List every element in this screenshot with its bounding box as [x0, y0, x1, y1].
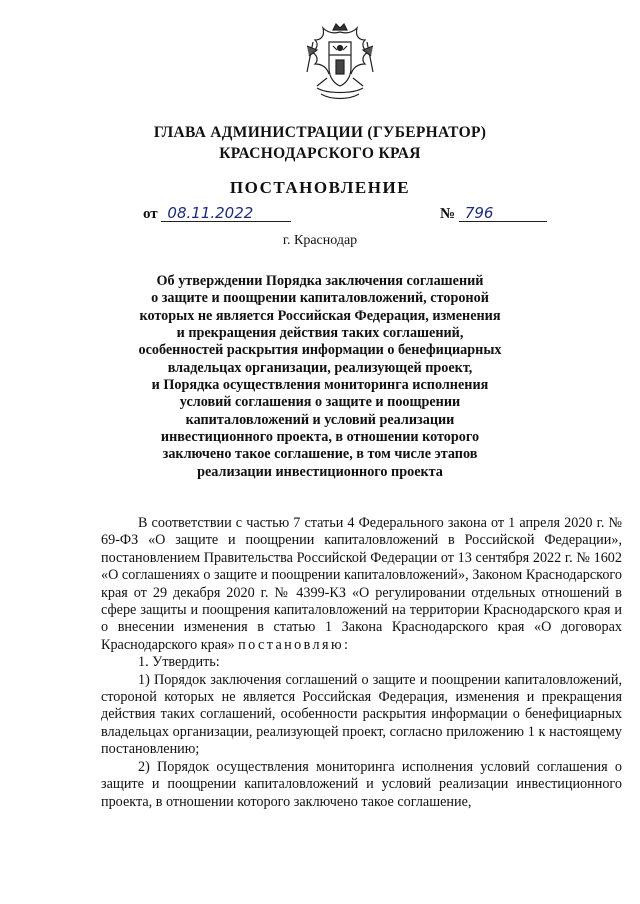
number-field: [440, 206, 547, 223]
title-line: о защите и поощрении капиталовложений, стороной: [151, 290, 489, 307]
authority-title: ГЛАВА АДМИНИСТРАЦИИ (ГУБЕРНАТОР): [153, 124, 487, 141]
city: г. Краснодар: [282, 233, 358, 248]
date-field: [143, 206, 291, 223]
date-value: 08.11.2022: [161, 206, 291, 222]
number-prefix: №: [440, 206, 456, 222]
title-line: заключено такое соглашение, в том числе этапов: [162, 446, 478, 463]
title-line: капиталовложений и условий реализации: [185, 411, 455, 428]
title-line: реализации инвестиционного проекта: [197, 463, 443, 480]
document-body: [101, 515, 622, 811]
title-line: и прекращения действия таких соглашений,: [176, 325, 464, 342]
preamble-text: В соответствии с частью 7 статьи 4 Федерального закона от 1 апреля 2020 г. № 69-ФЗ «О защите и поощрении капиталовложений в Российской Федерации», постановлением Правительства Российской Федерации от 13 сентября 2022 г. № 1602 «О соглашениях о защите и поощрении капиталовложений», Законом Краснодарского края от 29 декабря 2020 г. № 4399-КЗ «О регулировании отдельных отношений в сфере защиты и поощрения капиталовложений на территории Краснодарского края и о внесении изменения в статью 1 Закона Краснодарского края «О договорах Краснодарского края»: [101, 515, 622, 653]
title-line: которых не является Российская Федерация, изменения: [139, 307, 501, 324]
title-line: и Порядка осуществления мониторинга исполнения: [151, 377, 489, 394]
item-1-1: 1) Порядок заключения соглашений о защите и поощрении капиталовложений, стороной которых не является Российская Федерация, изменения и прекращения действия таких соглашений, особенности раскрытия информации о бенефициарных владельцах организации, реализующей проект, согласно приложению 1 к настоящему постановлению;: [101, 671, 622, 758]
document-type: ПОСТАНОВЛЕНИЕ: [229, 178, 411, 197]
title-line: Об утверждении Порядка заключения соглашений: [156, 273, 484, 289]
item-1-2: 2) Порядок осуществления мониторинга исполнения условий соглашения о защите и поощрении капиталовложений и условий реализации инвестиционного проекта, в отношении которого заключено такое соглашение,: [101, 758, 622, 810]
decree-word: постановляю:: [238, 636, 351, 653]
title-line: условий соглашения о защите и поощрении: [179, 394, 461, 411]
title-line: особенностей раскрытия информации о бенефициарных: [138, 342, 502, 359]
preamble-paragraph: [101, 515, 622, 654]
document-title: [130, 273, 510, 481]
title-line: владельцах организации, реализующей проект,: [167, 359, 473, 376]
authority-region: КРАСНОДАРСКОГО КРАЯ: [219, 145, 421, 162]
item-1: 1. Утвердить:: [138, 654, 220, 671]
date-prefix: от: [143, 206, 158, 222]
krasnodar-coat-of-arms-icon: [303, 22, 377, 106]
title-line: инвестиционного проекта, в отношении которого: [160, 429, 480, 446]
number-value: 796: [459, 206, 547, 222]
